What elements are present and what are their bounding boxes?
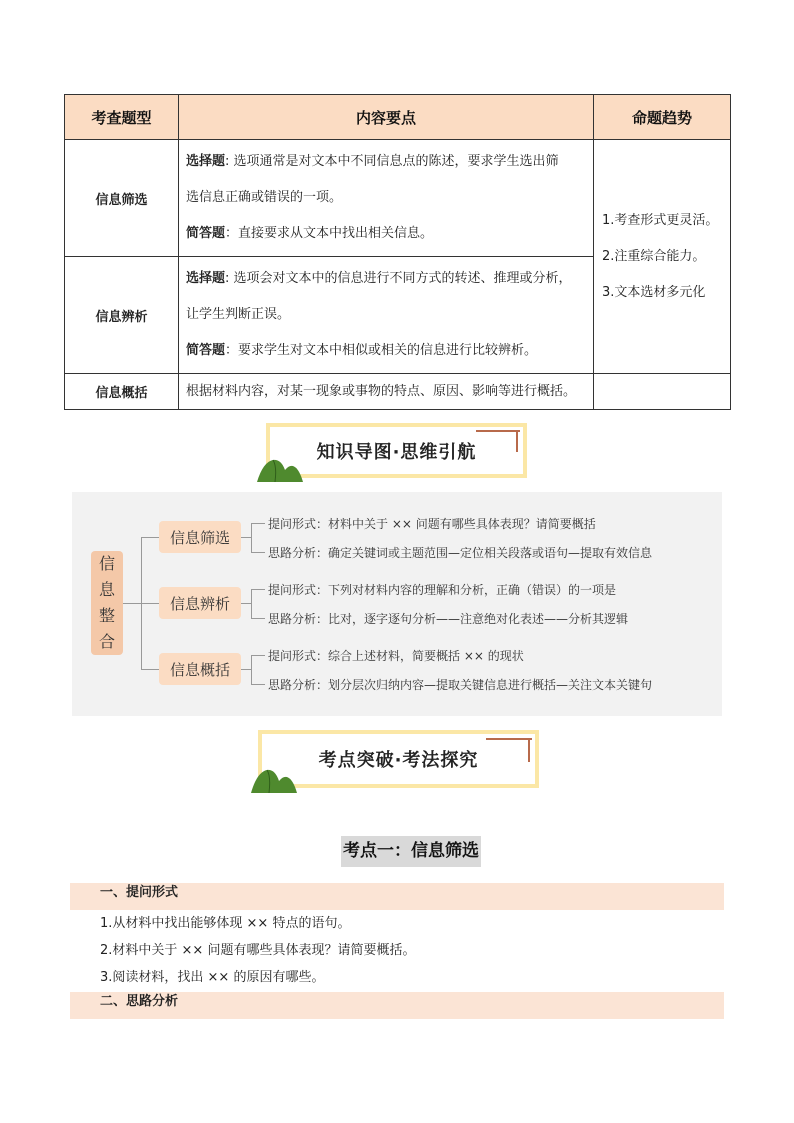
- mindmap-leaf: 思路分析：划分层次归纳内容—提取关键信息进行概括—关注文本关键句: [268, 678, 653, 692]
- mindmap-leaf: 提问形式：下列对材料内容的理解和分析，正确（错误）的一项是: [268, 583, 617, 597]
- short-answer-label: 简答题: [186, 226, 226, 241]
- section-heading: 一、提问形式: [70, 883, 724, 910]
- list-item: 1.从材料中找出能够体现 ×× 特点的语句。: [100, 916, 351, 931]
- trend-item: 1.考查形式更灵活。: [602, 212, 719, 228]
- connector: [123, 603, 141, 604]
- mindmap-leaf: 思路分析：比对，逐字逐句分析——注意绝对化表述——分析其逻辑: [268, 612, 629, 626]
- trend-cell: [594, 140, 731, 374]
- connector: [251, 552, 265, 553]
- connector: [241, 603, 251, 604]
- connector: [251, 684, 265, 685]
- header-type: 考查题型: [65, 95, 179, 140]
- table-header-row: [65, 95, 731, 140]
- list-item: 3.阅读材料，找出 ×× 的原因有哪些。: [100, 970, 325, 985]
- mindmap-node: 信息辨析: [159, 587, 241, 619]
- connector: [251, 589, 265, 590]
- exam-table: [64, 94, 731, 410]
- connector: [141, 537, 159, 538]
- accent-line: [486, 738, 532, 740]
- mindmap-node: 信息筛选: [159, 521, 241, 553]
- trend-item: 3.文本选材多元化: [602, 284, 706, 300]
- content-line: ：要求学生对文本中相似或相关的信息进行比较辨析。: [225, 343, 538, 358]
- root-char: 息: [98, 580, 115, 599]
- choice-label: 选择题: [186, 271, 226, 286]
- content-line: 选信息正确或错误的一项。: [186, 190, 343, 205]
- connector: [251, 589, 252, 618]
- table-row: [65, 140, 731, 257]
- accent-line: [476, 430, 520, 432]
- choice-label: 选择题: [186, 154, 226, 169]
- mindmap: [72, 492, 722, 716]
- connector: [251, 618, 265, 619]
- mindmap-leaf: 提问形式：材料中关于 ×× 问题有哪些具体表现？请简要概括: [268, 517, 596, 531]
- mountain-icon: [255, 456, 305, 482]
- connector: [241, 537, 251, 538]
- list-item: 2.材料中关于 ×× 问题有哪些具体表现？请简要概括。: [100, 943, 416, 958]
- mindmap-root: [91, 551, 123, 655]
- banner-title: 知识导图·思维引航: [316, 441, 477, 463]
- row-content: [179, 140, 594, 257]
- kaodian-title: 考点一：信息筛选: [341, 836, 481, 867]
- accent-line: [528, 740, 530, 762]
- row-content: [179, 257, 594, 374]
- content-line: : 选项会对文本中的信息进行不同方式的转述、推理或分析，: [225, 271, 572, 286]
- connector: [141, 669, 159, 670]
- connector: [241, 669, 251, 670]
- root-char: 合: [98, 632, 115, 651]
- empty-cell: [594, 374, 731, 410]
- mindmap-node: 信息概括: [159, 653, 241, 685]
- connector: [141, 603, 159, 604]
- row-type: 信息筛选: [65, 140, 179, 257]
- content-line: 让学生判断正误。: [186, 307, 291, 322]
- section-heading: 二、思路分析: [70, 992, 724, 1019]
- header-content: 内容要点: [179, 95, 594, 140]
- root-char: 整: [98, 606, 115, 625]
- mindmap-leaf: 思路分析：确定关键词或主题范围—定位相关段落或语句—提取有效信息: [268, 546, 653, 560]
- mindmap-leaf: 提问形式：综合上述材料，简要概括 ×× 的现状: [268, 649, 524, 663]
- connector: [251, 655, 265, 656]
- root-char: 信: [98, 554, 115, 573]
- row-type: 信息概括: [65, 374, 179, 410]
- content-line: ：直接要求从文本中找出相关信息。: [225, 226, 434, 241]
- connector: [251, 523, 252, 552]
- table-row: [65, 374, 731, 410]
- row-content: 根据材料内容，对某一现象或事物的特点、原因、影响等进行概括。: [179, 374, 594, 410]
- banner-title: 考点突破·考法探究: [318, 750, 479, 771]
- header-trend: 命题趋势: [594, 95, 731, 140]
- trend-item: 2.注重综合能力。: [602, 248, 706, 264]
- connector: [251, 655, 252, 684]
- connector: [251, 523, 265, 524]
- content-line: : 选项通常是对文本中不同信息点的陈述，要求学生选出筛: [225, 154, 559, 169]
- accent-line: [516, 432, 518, 452]
- short-answer-label: 简答题: [186, 343, 226, 358]
- row-type: 信息辨析: [65, 257, 179, 374]
- mountain-icon: [249, 766, 299, 793]
